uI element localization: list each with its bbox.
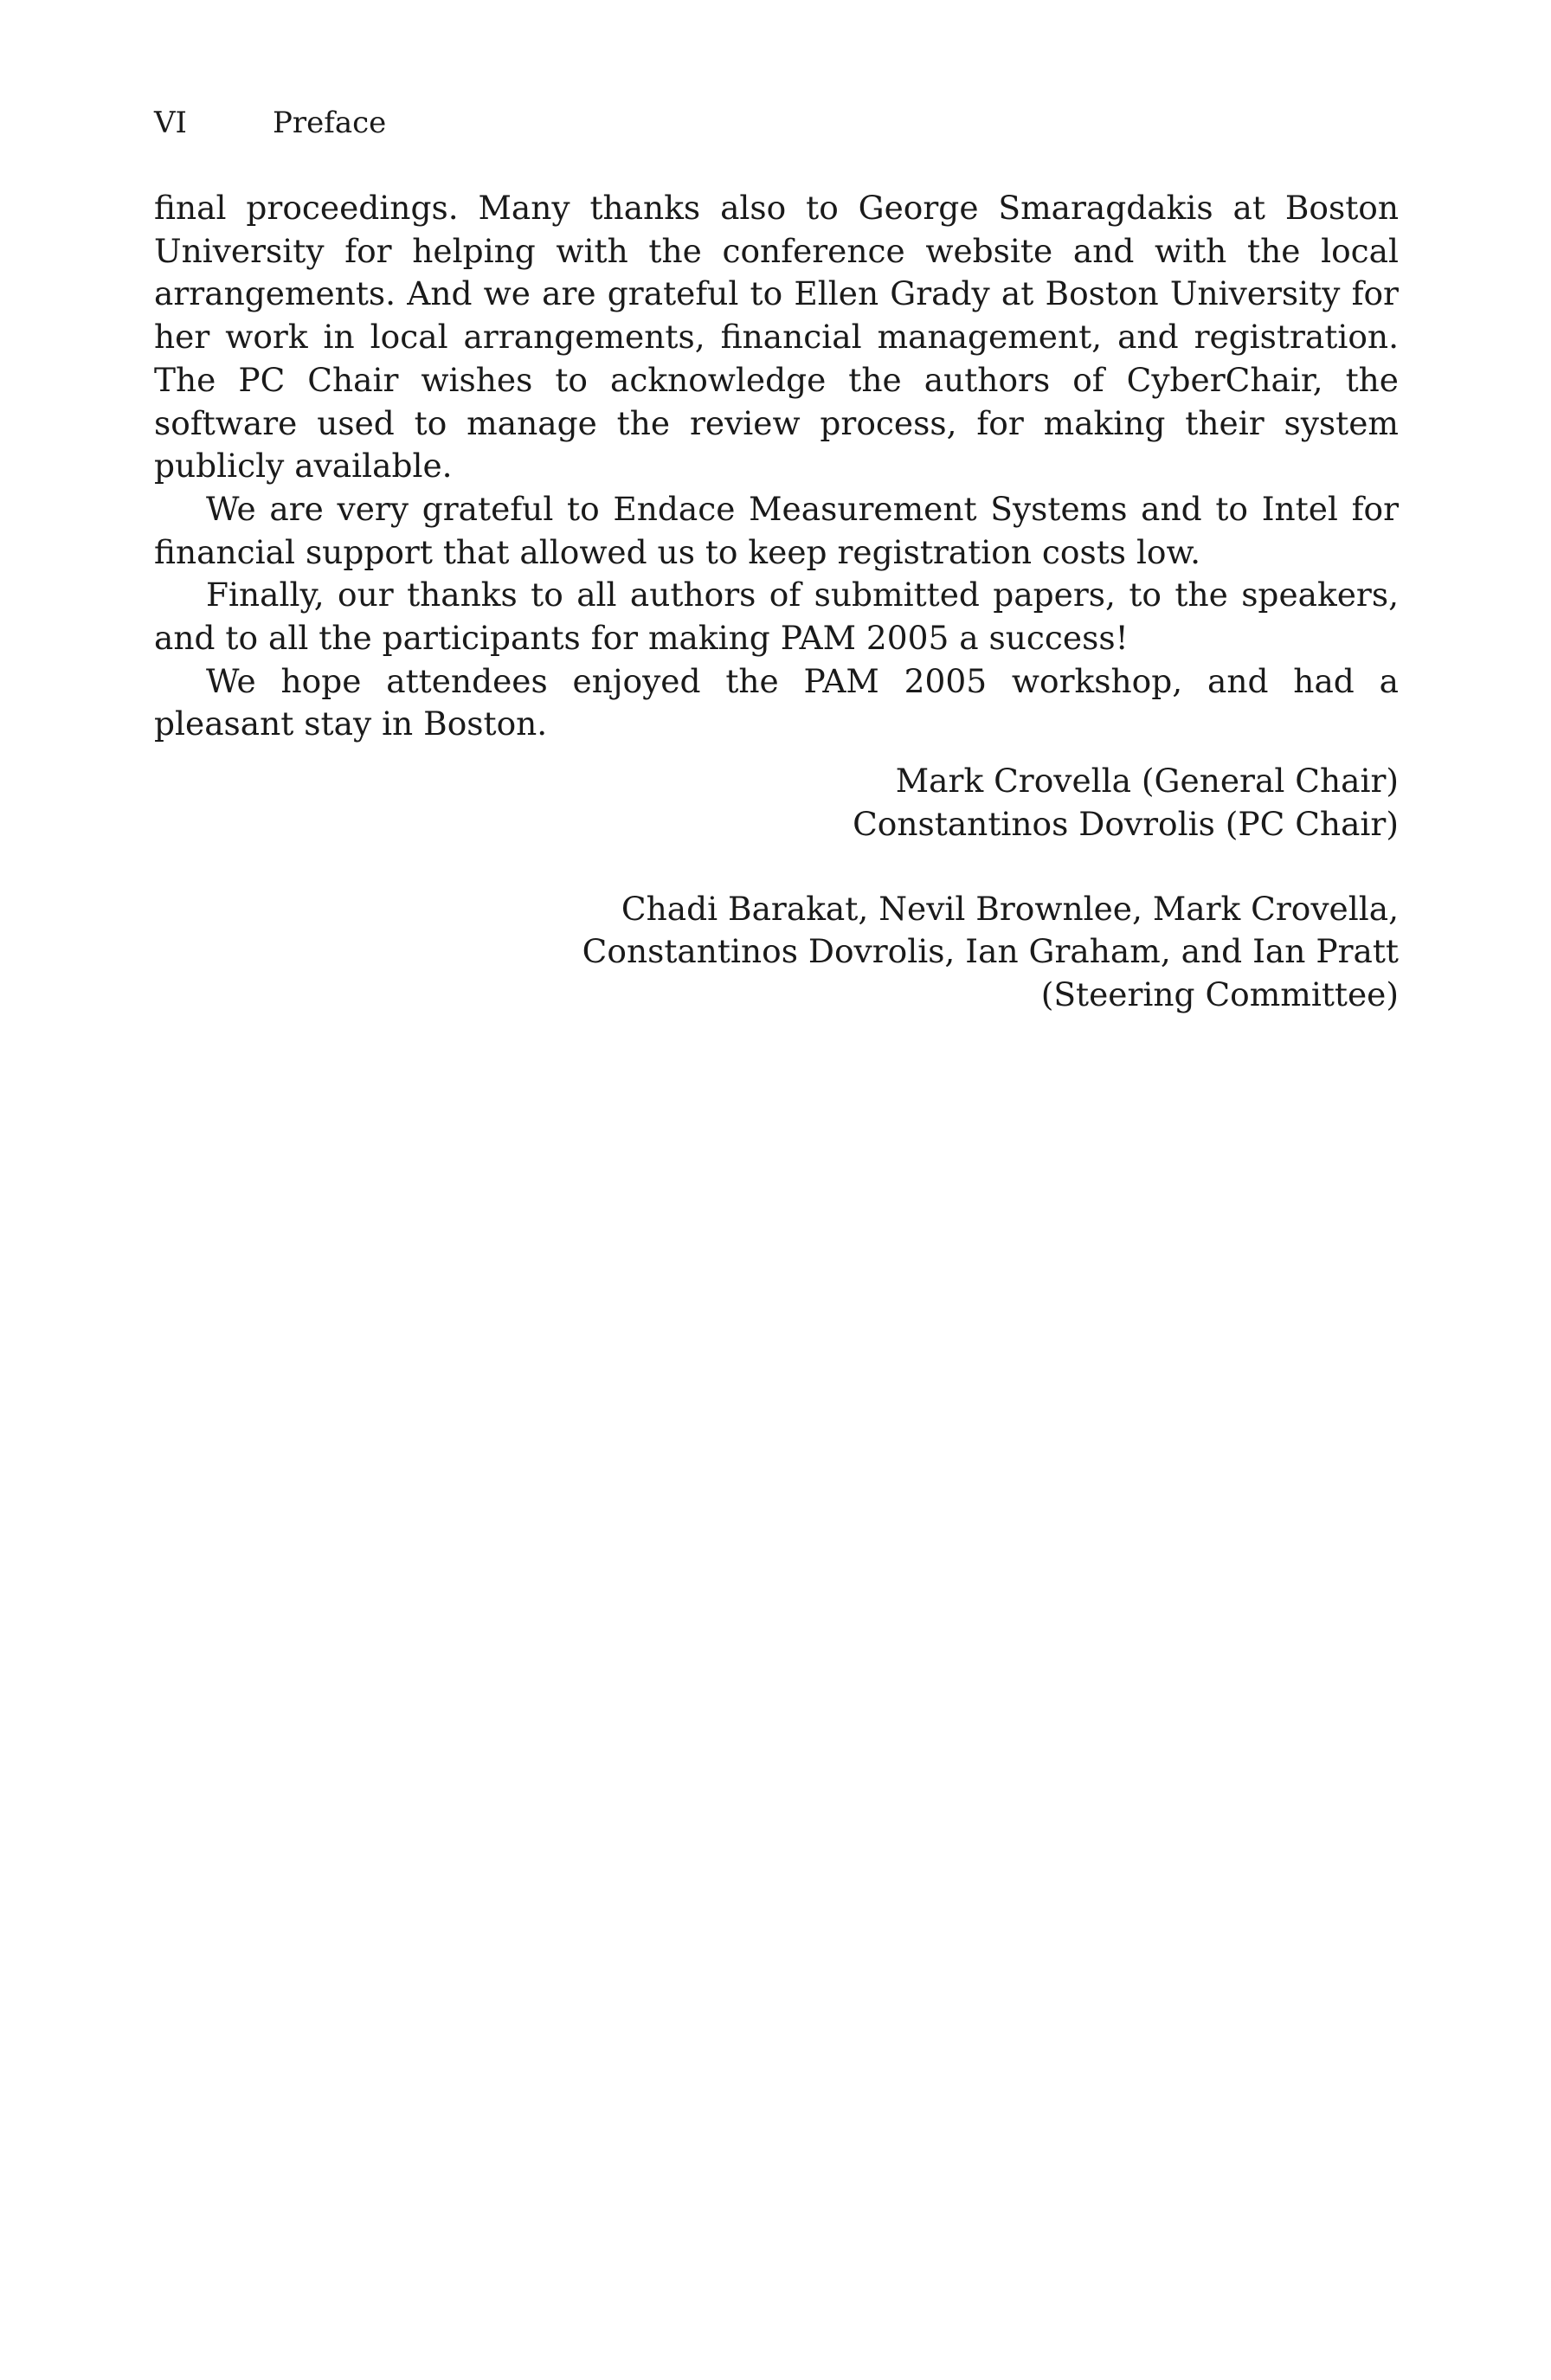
section-title: Preface <box>273 106 387 140</box>
paragraph-thanks: Finally, our thanks to all authors of submitted papers, to the speakers, and to all the participants for making PAM 2005 a success! <box>154 576 1399 658</box>
paragraph-closing: We hope attendees enjoyed the PAM 2005 workshop, and had a pleasant stay in Boston. <box>154 661 1399 743</box>
steering-committee-line: Chadi Barakat, Nevil Brownlee, Mark Crovella, <box>621 889 1399 928</box>
pc-chair-line: Constantinos Dovrolis (PC Chair) <box>853 804 1399 843</box>
page-number: VI <box>154 106 187 140</box>
preface-page <box>154 102 1399 1017</box>
chairs-signature <box>154 760 1399 846</box>
steering-committee-line: Constantinos Dovrolis, Ian Graham, and Ian Pratt <box>582 932 1399 971</box>
running-head <box>154 102 1399 144</box>
steering-committee-signature <box>154 888 1399 1017</box>
steering-committee-label: (Steering Committee) <box>1040 975 1399 1013</box>
paragraph-sponsors: We are very grateful to Endace Measurement Systems and to Intel for financial support that allowed us to keep registration costs low. <box>154 489 1399 571</box>
general-chair-line: Mark Crovella (General Chair) <box>895 762 1399 801</box>
paragraph-acknowledgements: final proceedings. Many thanks also to George Smaragdakis at Boston University for helping with the conference website and with the local arrangements. And we are grateful to Ellen Grady at Boston University for her work in local arrangements, financial management, and registration. The PC Chair wishes to acknowledge the authors of CyberChair, the software used to manage the review process, for making their system publicly available. <box>154 189 1399 486</box>
